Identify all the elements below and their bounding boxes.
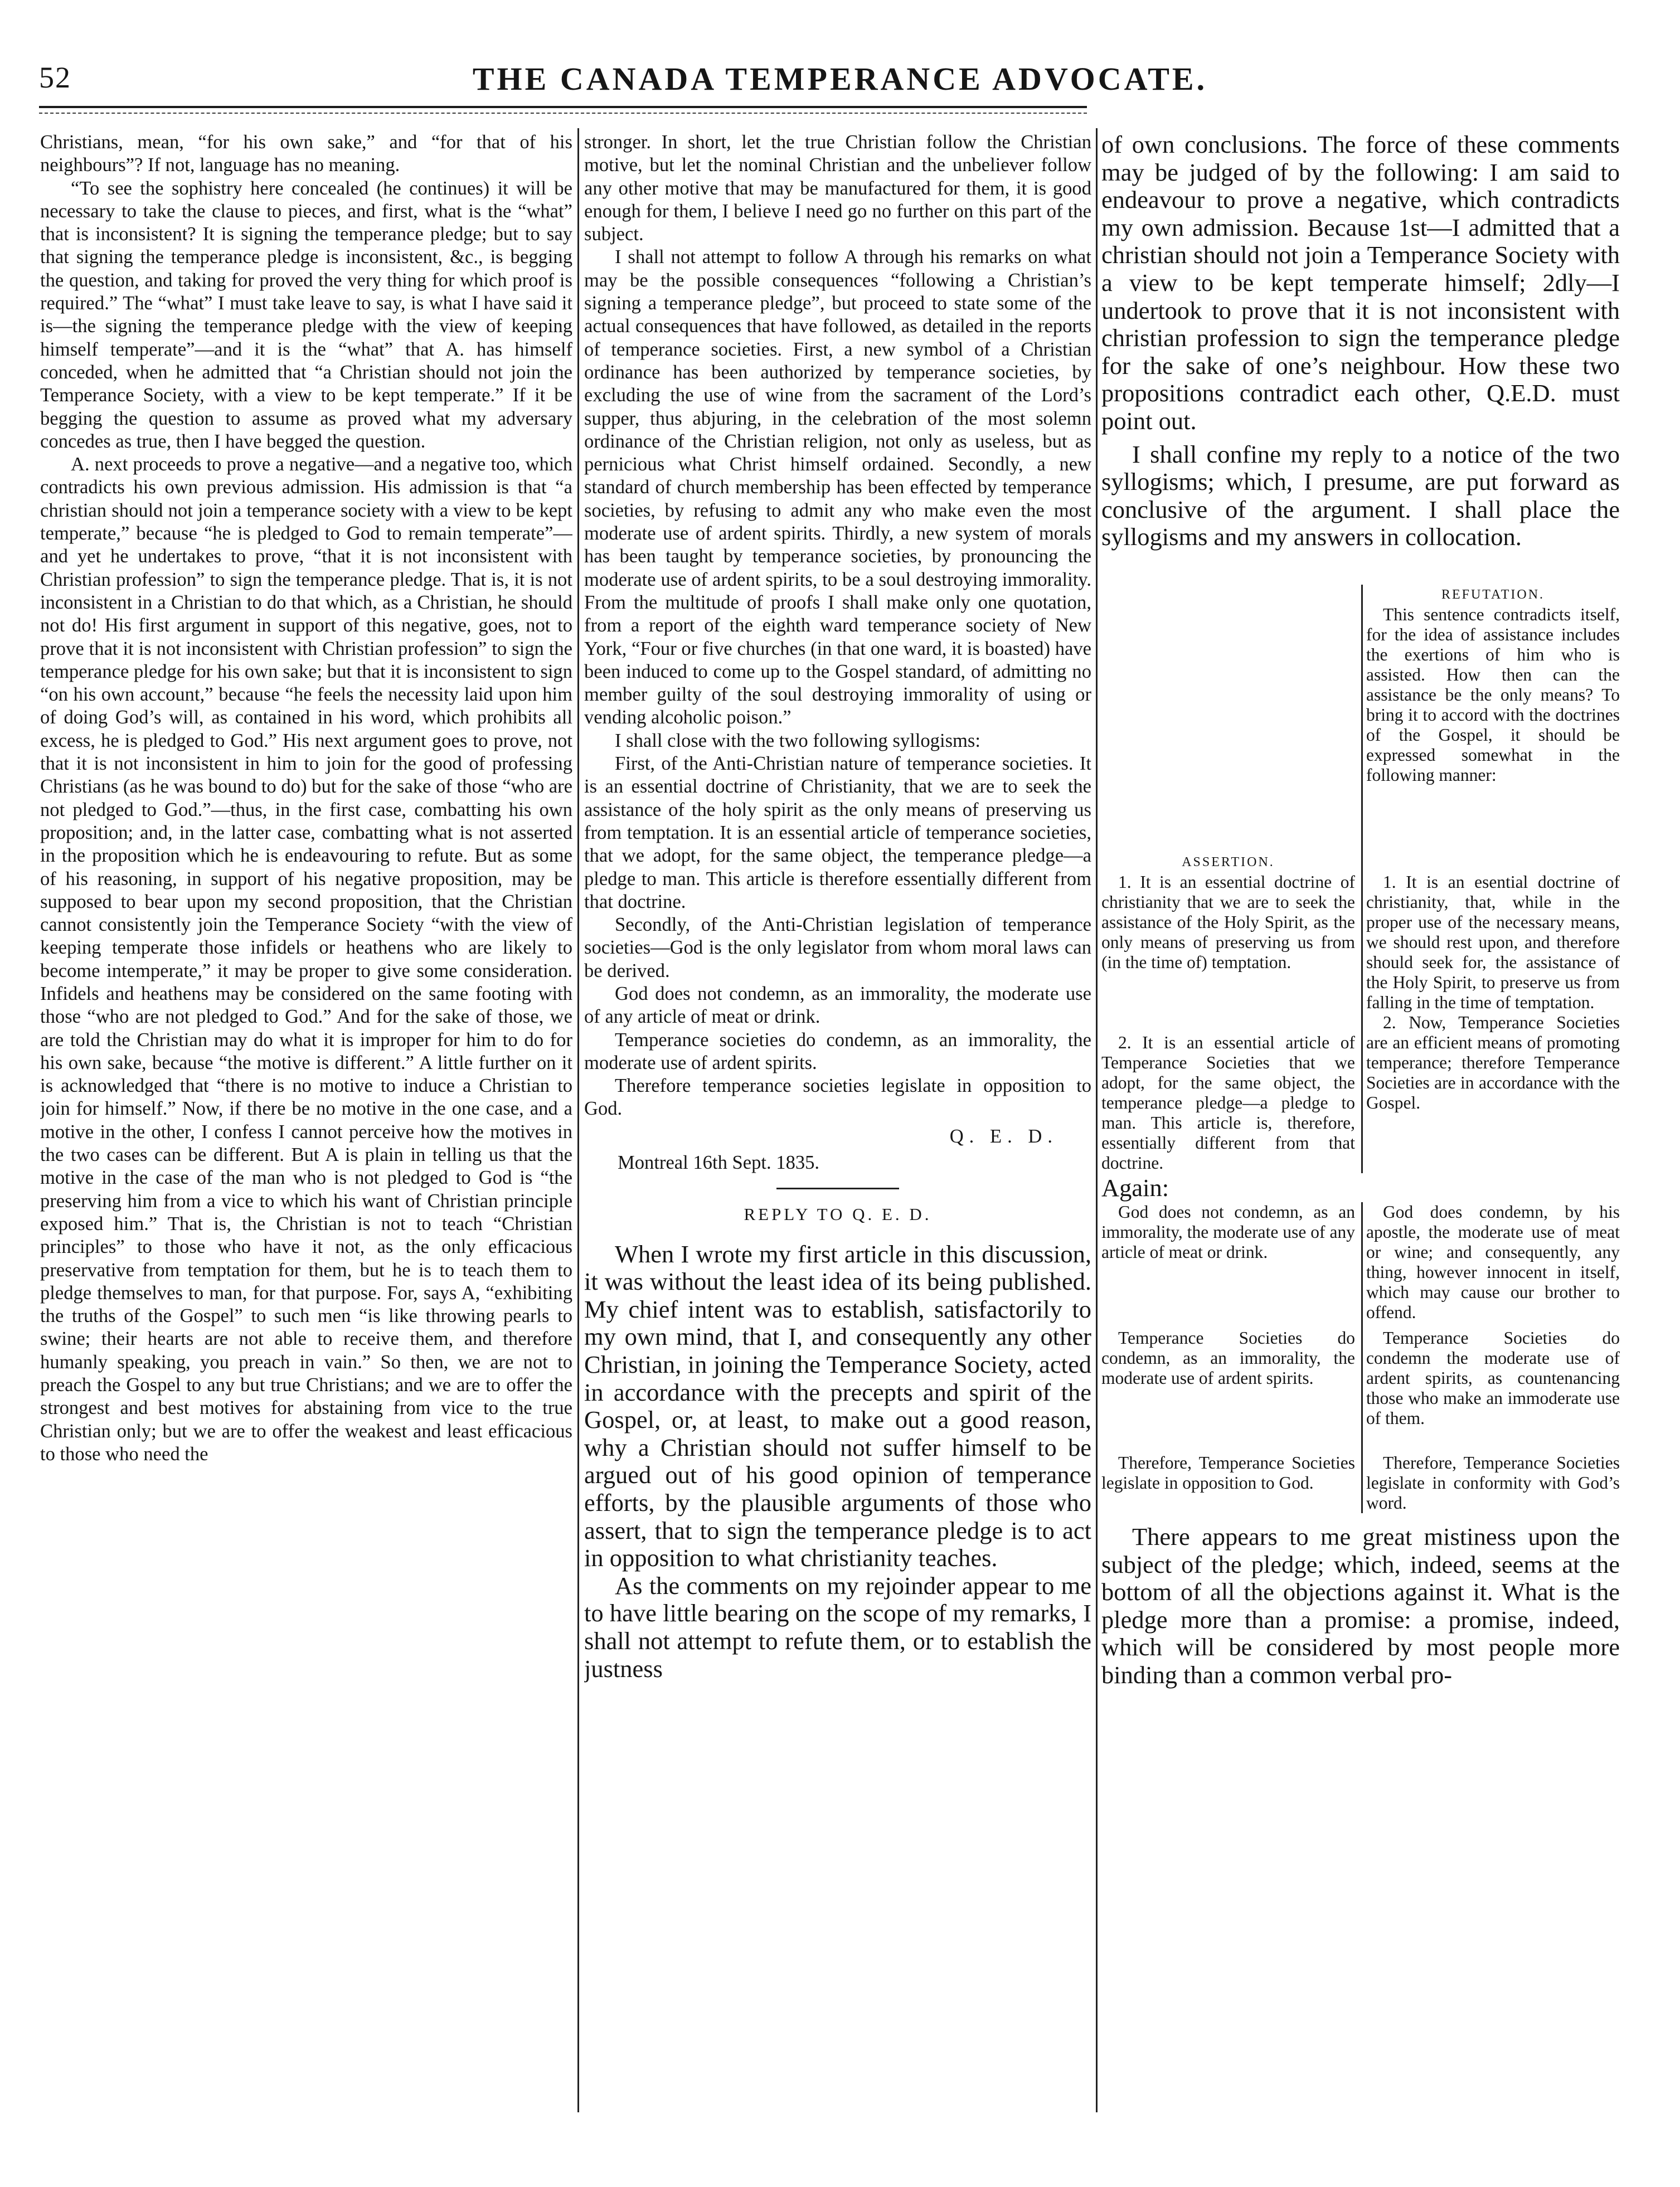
reply-paragraph-2: As the comments on my rejoinder appear to me to have little bearing on the scope of my remarks, I shall not attempt to refute them, or to establish the justness [584,1571,1091,1683]
col1-paragraph-2: “To see the sophistry here concealed (he continues) it will be necessary to take the clause to pieces, and first, what is the “what” that is inconsistent? It is signing the temperance pledge; but to say that signing the temperance pledge is inconsistent, &c., is begging the question, and taking for proved the very thing for which proof is required.” The “what” I must take leave to say, is what I have said it is—the signing the temperance pledge with the view of keeping himself temperate”—and it is the “what” that A. has himself conceded, when he admitted that “a Christian should not join the Temperance Society, with a view to be kept temperate.” If it be begging the question to assume as proved what my adversary concedes as true, then I have begged the question. [40,177,572,452]
syllogism-row-3 [1101,1202,1620,1323]
refutation-intro: This sentence contradicts itself, for the idea of assistance includes the exertions of him who is assisted. How then can the assistance be the only means? To bring it to accord with the doctrines of the Gospel, it should be expressed somewhat in the following manner: [1366,604,1620,785]
dateline: Montreal 16th Sept. 1835. [618,1152,820,1174]
col2-paragraph-1: stronger. In short, let the true Christian follow the Christian motive, but let the nominal Christian and the unbeliever follow any other motive that may be manufactured for them, it is good enough for them, I believe I need go no further on this part of the subject. [584,132,1091,245]
again-label: Again: [1101,1173,1169,1202]
assertion-2: 2. It is an essential article of Temperance Societies that we adopt, for the same object, the temperance pledge—a pledge to man. This article is, therefore, essentially different from that doctrine. [1101,1032,1355,1173]
refutation-5: Therefore, Temperance Societies legislate in conformity with God’s word. [1361,1428,1620,1513]
col3-paragraph-3: There appears to me great mistiness upon the subject of the pledge; which, indeed, seems at the bottom of all the objections against it. What is the pledge more than a promise: a promise, indeed, which will be considered by most people more binding than a common verbal pro- [1101,1522,1620,1689]
col2-paragraph-2: I shall not attempt to follow A through his remarks on what may be the possible consequences “following a Christian’s signing a temperance pledge”, but proceed to state some of the actual consequences that have followed, as detailed in the reports of temperance societies. First, a new symbol of a Christian ordinance has been authorized by temperance societies, by excluding the use of wine from the sacrament of the Lord’s supper, thus abjuring, in the celebration of the most solemn ordinance of the Christian religion, not only as useless, but as pernicious what Christ himself ordained. Secondly, a new standard of church membership has been effected by temperance societies, by refusing to admit any who make even the most moderate use of ardent spirits. Thirdly, a new system of morals has been taught by temperance societies, by pronouncing the moderate use of ardent spirits, to be a soul destroying immorality. From the multitude of proofs I shall make only one quotation, from a report of the eighth ward temperance society of New York, “Four or five churches (in that one ward, it is boasted) have been induced to come up to the Gospel standard, of admitting no member guilty of the soul destroying immorality of using or vending alcoholic poison.” [584,246,1091,728]
syllogism-row-5 [1101,1428,1620,1513]
reply-paragraph-1: When I wrote my first article in this discussion, it was without the least idea of its being published. My chief intent was to establish, satisfactorily to my own mind, that I, and consequently any other Christian, in joining the Temperance Society, acted in accordance with the precepts and spirit of the Gospel, or, at least, to make out a good reason, why a Christian should not suffer himself to be argued out of his good opinion of temperance efforts, by the plausible arguments of those who assert, that to sign the temperance pledge is to act in opposition to what christianity teaches. [584,1240,1091,1572]
col2-paragraph-3: I shall close with the two following syllogisms: [615,730,980,751]
signature-qed: Q. E. D. [949,1125,1058,1147]
syllogism-row-2 [1101,1013,1620,1173]
refutation-2: 2. Now, Temperance Societies are an efficient means of promoting temperance; therefore Temperance Societies are in accordance with the Gospel. [1361,1013,1620,1173]
column-1 [40,131,572,2104]
header-rule [39,106,1087,108]
col2-paragraph-7: Temperance societies do condemn, as an immorality, the moderate use of ardent spirits. [584,1029,1091,1073]
column-3 [1101,131,1620,2104]
refutation-intro-cell [1361,585,1620,872]
column-rule-1 [577,128,579,2112]
refutation-intro-row [1101,585,1620,872]
reply-heading: REPLY TO Q. E. D. [744,1204,932,1224]
running-head [0,60,1680,99]
column-rule-2 [1096,128,1098,2112]
col2-paragraph-6: God does not condemn, as an immorality, the moderate use of any article of meat or drink. [584,983,1091,1028]
assertion-4: Temperance Societies do condemn, as an immorality, the moderate use of ardent spirits. [1101,1328,1355,1388]
col2-paragraph-8: Therefore temperance societies legislate in opposition to God. [584,1075,1091,1120]
col2-paragraph-5: Secondly, of the Anti-Christian legislation of temperance societies—God is the only legislator from whom moral laws can be derived. [584,914,1091,981]
refutation-1: 1. It is an esential doctrine of christianity, that, while in the proper use of the necessary means, we should rest upon, and therefore should seek for, the assistance of the Holy Spirit, to preserve us from falling in the time of temptation. [1361,872,1620,1013]
newspaper-title: THE CANADA TEMPERANCE ADVOCATE. [472,61,1208,97]
syllogism-row-1 [1101,872,1620,1013]
assertion-5: Therefore, Temperance Societies legislate in opposition to God. [1101,1452,1355,1493]
col3-paragraph-1: of own conclusions. The force of these comments may be judged of by the following: I am said to endeavour to prove a negative, which contradicts my own admission. Because 1st—I admitted that a christian should not join a Temperance Society with a view to be kept temperate himself; 2dly—I undertook to prove that it is not inconsistent with christian profession to sign the temperance pledge for the sake of one’s neighbour. How these two propositions contradict each other, Q.E.D. must point out. [1101,131,1620,435]
syllogism-row-4 [1101,1323,1620,1428]
refutation-label: REFUTATION. [1441,587,1545,602]
col1-paragraph-3: A. next proceeds to prove a negative—and a negative too, which contradicts his own previous admission. His admission is that “a christian should not join a temperance society with a view to be kept temperate,” because “he is pledged to God to remain temperate”—and yet he undertakes to prove, “that it is not inconsistent with Christian profession” to sign the temperance pledge. That is, it is not inconsistent in a Christian to do that which, as a Christian, he should not do! His first argument in support of this negative, goes, not to prove that it is not inconsistent with Christian profession” to sign the temperance pledge for his own sake; but that it is inconsistent to sign “on his own account,” because “he feels the necessity laid upon him of doing God’s will, as contained in his word, which prohibits all excess, he is pledged to God.” His next argument goes to prove, not that it is not inconsistent in him to join for the good of professing Christians (as he was bound to do) but for the sake of those “who are not pledged to God.”—thus, in the first case, combatting his own proposition; and, in the latter case, combatting what is not asserted in the proposition which he is endeavouring to refute. But as some of his reasoning, in support of his negative proposition, may be supposed to bear upon my second proposition, that the Christian cannot consistently join the Temperance Society “with the view of keeping temperate those infidels or heathens who are likely to become intemperate,” it may be proper to give some consideration. Infidels and heathens may be considered on the same footing with those “who are not pledged to God.” And for the sake of those, we are told the Christian may do what it is improper for him to do for his own sake, because “the motive is different.” A little further on it is acknowledged that “there is no motive to induce a Christian to join for himself.” Now, if there be no motive in the one case, and a motive in the other, I confess I cannot perceive how the motives in the two cases can be different. But A is plain in telling us that the motive in the case of the man who is not pledged to God is “the preserving him from a vice to which his want of Christian principle exposed him.” That is, the Christian is not to teach “Christian principles” to those who have it not, as the only efficacious preservative from temptation for them, but he is to teach them to pledge themselves to man, for that purpose. For, says A, “exhibiting the truths of the Gospel” to such men “is like throwing pearls to swine; their hearts are not able to receive them, and therefore humanly speaking, you preach in vain.” So then, we are not to preach the Gospel to any but true Christians; and we are to offer the strongest and best motives for abstaining from vice to the true Christian only; but we are to offer the weakest and least efficacious to those who need the [40,454,572,1465]
assertion-intro-cell [1101,585,1358,872]
header-rule-dashed [39,113,1087,114]
column-2 [584,131,1091,2104]
assertion-3: God does not condemn, as an immorality, the moderate use of any article of meat or drink. [1101,1202,1355,1262]
assertion-label: ASSERTION. [1182,854,1275,869]
refutation-4: Temperance Societies do condemn the moderate use of ardent spirits, as countenancing those who make an immoderate use of them. [1361,1323,1620,1428]
col2-paragraph-4: First, of the Anti-Christian nature of temperance societies. It is an essential doctrine of Christianity, that we are to seek the assistance of the holy spirit as the only means of preserving us from temptation. It is an essential article of temperance societies, that we adopt, for the same object, the temperance pledge—a pledge to man. This article is therefore essentially different from that doctrine. [584,753,1091,912]
section-separator [776,1188,899,1189]
col1-paragraph-1: Christians, mean, “for his own sake,” and “for that of his neighbours”? If not, language has no meaning. [40,132,572,176]
refutation-3: God does condemn, by his apostle, the moderate use of meat or wine; and consequently, any thing, however innocent in itself, which may cause our brother to offend. [1361,1202,1620,1323]
col3-paragraph-2: I shall confine my reply to a notice of the two syllogisms; which, I presume, are put forward as conclusive of the argument. I shall place the syllogisms and my answers in collocation. [1101,440,1620,551]
page-number: 52 [39,61,71,94]
assertion-1: 1. It is an essential doctrine of christianity that we are to seek the assistance of the Holy Spirit, as the only means of preserving us from (in the time of) temptation. [1101,872,1355,972]
